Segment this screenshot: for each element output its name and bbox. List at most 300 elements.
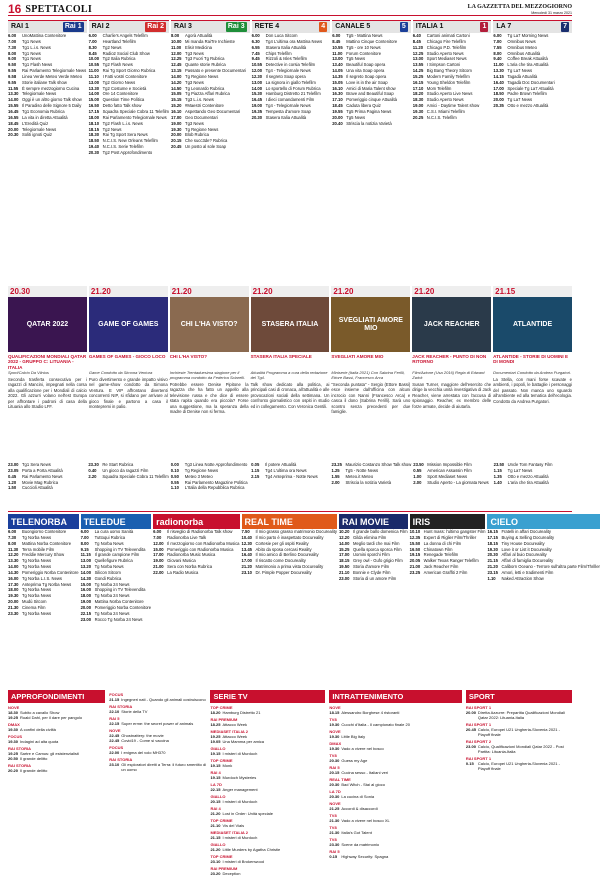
schedule-program: Mom Telefilm [426, 85, 452, 91]
schedule-time: 18.00 [88, 114, 100, 120]
schedule-time: 1.00 [413, 473, 422, 479]
schedule-time: 0.10 [170, 467, 179, 473]
bottom-channel-name: MEDIASET ITALIA 2 [210, 830, 248, 835]
channel-name: ITALIA 1 [415, 23, 444, 30]
schedule-time: 23.00 [80, 616, 92, 622]
channel-logo-icon: Rai 2 [147, 23, 165, 30]
bottom-entry-title: Lost in Order: Unità speciale [222, 811, 273, 816]
bottom-entry-title: Cucina sesso - Italiani veri [341, 770, 389, 775]
schedule-program: Tg Norba News [94, 564, 124, 570]
schedule-program: Radionorba Music Musica [167, 552, 216, 558]
schedule-time: 20.35 [493, 103, 504, 109]
bottom-channel-name: LA 7D [210, 782, 222, 787]
schedule-time: 0.40 [88, 467, 97, 473]
schedule-time: 18.15 [338, 558, 350, 564]
schedule-program: Gilda elimina Film [352, 534, 387, 540]
schedule-time: 23.50 [413, 462, 424, 467]
schedule-time: 9.58 [8, 73, 17, 79]
schedule-program: Cinema Film [22, 604, 46, 610]
prime-time-photo: CHI L'HA VISTO? [170, 297, 249, 352]
bottom-entry-title: I misteri di Murdoch [222, 799, 258, 804]
schedule-program: Rai Parlamento Telegiornale News [22, 68, 87, 74]
schedule-program: Tg Norba News [22, 534, 52, 540]
schedule-time: 7.00 [153, 534, 162, 540]
schedule-program: Naked Attraction Show [501, 575, 544, 581]
prime-time-grid [8, 286, 572, 461]
schedule-time: 14.00 [88, 91, 100, 97]
bottom-channel-name: RAI 5 [329, 849, 340, 854]
schedule-time: 15.15 [171, 97, 182, 103]
schedule-program: Uomini sporchi Film [352, 552, 390, 558]
bottom-channel-name: RAI 4 [210, 770, 221, 775]
schedule-program: Striscia la notizia Varietà [345, 479, 392, 485]
prime-time-genre: Film/Azione (Usa 2016) Regia di Edward Zwick [412, 370, 485, 380]
schedule-program: Pomeriggio Norba Contenitore [22, 569, 79, 575]
bottom-entry-time: 22.45 [109, 733, 120, 738]
bottom-entry-title: Alessandro Borghese 4 ristoranti [341, 710, 400, 715]
schedule-time: 21.10 [338, 569, 350, 575]
schedule-time: 20.00 [8, 599, 19, 605]
schedule-time: 10.55 [332, 44, 343, 50]
schedule-time: 15.55 [8, 103, 19, 109]
schedule-program: Rizzoli & Isles Telefilm [265, 56, 307, 62]
bottom-entry-title: Vado a vivere nel bosco XL [341, 818, 390, 823]
prime-time: 21.20 [412, 286, 491, 297]
schedule-row [339, 576, 408, 582]
schedule-time: 10.55 [251, 62, 263, 68]
schedule-row [251, 474, 329, 480]
bottom-entry-time: 21.10 [210, 823, 221, 828]
schedule-program: Tg3 Linea Notte Approfondimento [184, 462, 248, 467]
schedule-program: Pomeriggio con Radionorba Musica [167, 546, 234, 552]
schedule-program: Che succ3de? Rubrica [185, 138, 228, 144]
bottom-entry-title: Accordi & disaccordi [341, 806, 378, 811]
channel-column [252, 20, 331, 282]
schedule-time: 16.45 [8, 108, 19, 114]
schedule-list [153, 529, 239, 576]
schedule-time: 0.05 [251, 462, 260, 467]
schedule-program: Tg1 Economia Rubrica [22, 108, 65, 114]
schedule-program: Amici di Maria Talent show [346, 85, 396, 91]
schedule-time: 21.30 [8, 604, 19, 610]
schedule-program: Tg Norba 24 News [94, 581, 130, 587]
schedule-time: 20.05 [409, 558, 421, 564]
schedule-time: 8.45 [412, 38, 421, 44]
schedule-program: Question Time Politica [102, 97, 145, 103]
schedule-time: 11.00 [332, 50, 343, 56]
schedule-time: 16.45 [251, 97, 263, 103]
schedule-time: 12.25 [412, 50, 424, 56]
schedule-program: Tg La7 Morning News [507, 33, 549, 38]
schedule-time: 9.40 [493, 56, 502, 62]
schedule-time: 10.00 [88, 56, 100, 62]
schedule-list [8, 529, 79, 617]
prime-time-description: Talk show dedicato alla politica, ai principali casi di cronaca, all'attualità e alle provocazioni sociali della settimana. Un confronto giornalistico con ospiti in studio ed in collegamento. Con Veronica Gentili. [250, 382, 330, 409]
schedule-time: 12.20 [8, 552, 19, 558]
bottom-entry [8, 727, 105, 732]
schedule-time: 20.15 [171, 138, 182, 144]
bottom-entry [466, 761, 572, 771]
channel-bar [171, 20, 250, 33]
schedule-time: 13.40 [332, 62, 343, 68]
schedule-row [171, 144, 250, 150]
schedule-program: Heartland Telefilm [102, 38, 137, 44]
schedule-program: Tg4 Anteprima - Notte News [265, 473, 318, 479]
schedule-list [413, 462, 491, 485]
regional-channel-bar: TELENORBA [8, 514, 79, 529]
schedule-program: L'aria che tira Attualità [507, 62, 549, 68]
schedule-program: Il grande campione Film [94, 552, 140, 558]
schedule-time: 19.30 [412, 108, 424, 114]
schedule-time: 18.30 [88, 132, 100, 138]
schedule-time: 14.00 [80, 569, 92, 575]
bottom-entry [210, 763, 325, 768]
schedule-program: Rai Parlamento News [22, 473, 63, 479]
bottom-entry-title: Calcio, Qualificazioni Mondiali Qatar 2022 - Post Partita: Lituania-Italia [477, 744, 564, 754]
schedule-time: 18.15 [88, 126, 100, 132]
bottom-channel-name: REAL TIME [329, 777, 351, 782]
schedule-list [493, 33, 572, 109]
schedule-time: 14.00 [338, 540, 350, 546]
schedule-program: Love is in the air Soap [346, 79, 388, 85]
bottom-entry [8, 715, 105, 720]
schedule-time: 19.35 [251, 108, 263, 114]
schedule-program: Cuccioli Attualità [22, 485, 53, 491]
schedule-time: 16.00 [8, 575, 19, 581]
schedule-time: 8.00 [80, 540, 89, 546]
schedule-program: Il mezzogiorno con Radionorba Musica [167, 540, 240, 546]
bottom-entry-time: 20.00 [465, 710, 476, 715]
schedule-program: Quellefigure Rubrica [94, 558, 133, 564]
channel-logo-icon: Rai 1 [64, 23, 82, 30]
schedule-time: 8.00 [8, 540, 17, 546]
channel-bar [413, 20, 492, 33]
schedule-list [494, 462, 572, 485]
schedule-program: Grey owl - Gufo grigio Film [352, 558, 403, 564]
bottom-entry-time: 19.30 [329, 734, 340, 739]
schedule-program: Sport Mediaset News [427, 473, 468, 479]
schedule-time: 23.25 [331, 462, 342, 467]
schedule-program: Tg La7 News [507, 97, 533, 103]
bottom-entry [329, 746, 462, 751]
bottom-entry [466, 710, 572, 720]
channel-column [493, 20, 572, 282]
schedule-time: 7.30 [8, 534, 17, 540]
bottom-entry [109, 762, 206, 772]
bottom-entry-time: 0.15 [465, 761, 474, 766]
schedule-program: Stasera Italia Attualità [265, 114, 307, 120]
schedule-program: Rai Tg Sport Sera News [102, 132, 148, 138]
bottom-entry-title: I misteri di Brokenwood [222, 859, 265, 864]
schedule-program: Tg5 News [346, 56, 366, 62]
bottom-entry-title: Roald Dahl, per il dare per pangolo [20, 715, 83, 720]
schedule-program: Omnibus News [507, 38, 536, 44]
bottom-entry-time: 20.20 [8, 768, 19, 773]
schedule-time: 20.00 [493, 97, 504, 103]
schedule-time: 10.20 [338, 529, 350, 534]
schedule-program: Tg La7 News [507, 467, 533, 473]
bottom-entry [329, 734, 462, 739]
schedule-time: 15.05 [332, 79, 343, 85]
schedule-time: 22.15 [80, 610, 92, 616]
schedule-program: Tg2 News [102, 44, 122, 50]
schedule-program: Coffee Break Attualità [507, 56, 548, 62]
regional-column [81, 514, 152, 686]
schedule-program: Tg3 News [185, 50, 204, 56]
channel-name: RETE 4 [254, 23, 280, 30]
schedule-time: 10.40 [241, 534, 252, 540]
schedule-program: Tg Piazza Affari Rubrica [185, 91, 230, 97]
schedule-program: Tg5 - Notte News [345, 467, 379, 473]
schedule-program: Forum Contenitore [346, 50, 382, 56]
channel-bar [89, 20, 169, 33]
bottom-column [8, 690, 105, 840]
schedule-time: 6.00 [493, 33, 502, 38]
masthead-title: LA GAZZETTA DEL MEZZOGIORNO [467, 4, 572, 10]
schedule-program: Tg1 L.i.s. News [22, 44, 51, 50]
schedule-time: 14.00 [251, 85, 263, 91]
bottom-channel-name: RAI STORIA [109, 757, 133, 762]
schedule-time: 23.00 [338, 575, 350, 581]
masthead-date: Mercoledì 31 marzo 2021 [531, 11, 572, 15]
schedule-program: Tg3 L.i.s. News [185, 97, 214, 103]
schedule-program: Mi manda RaiTre Inchieste [185, 38, 235, 44]
schedule-program: Il mio amico di Berlino Docureality [255, 552, 319, 558]
bottom-entry-title: Guess my Age [341, 758, 368, 763]
bottom-entry-title: Super erme: the secret power of animals [121, 721, 194, 726]
channel-name: CANALE 5 [335, 23, 371, 30]
schedule-time: 15.00 [153, 546, 164, 552]
schedule-time: 10.00 [171, 38, 182, 44]
schedule-time: 16.40 [493, 79, 504, 85]
channel-column [332, 20, 411, 282]
bottom-channel-name: RAI STORIA [8, 763, 32, 768]
bottom-entry-title: Gli esploratori diretti a Terra: il futuro smentito di un uomo [121, 762, 207, 772]
schedule-list [251, 462, 329, 480]
schedule-time: 8.45 [332, 38, 341, 44]
schedule-program: Tg La7 News [507, 68, 533, 74]
schedule-time: 18.45 [332, 103, 343, 109]
schedule-time: 23.10 [241, 569, 252, 575]
schedule-time: 13.00 [80, 558, 92, 564]
bottom-entry [8, 768, 105, 773]
bottom-entry [210, 847, 325, 852]
schedule-time: 19.50 [338, 564, 350, 570]
schedule-program: Elisir Medicina [185, 44, 213, 50]
schedule-program: Hamburg Distretto 21 Telefilm [265, 91, 321, 97]
schedule-time: 19.30 [487, 546, 498, 552]
schedule-program: È sempre mezzogiorno Cucina [22, 85, 80, 91]
schedule-program: Blob Rubrica [185, 132, 209, 138]
schedule-time: 10.10 [409, 529, 421, 534]
bottom-entry-title: Murdoch Mysteries [222, 775, 257, 780]
schedule-time: 20.30 [88, 149, 100, 155]
schedule-time: 2.00 [331, 479, 340, 485]
schedule-time: 17.30 [8, 581, 19, 587]
schedule-time: 18.20 [412, 91, 424, 97]
schedule-row [410, 570, 486, 576]
bottom-entry-time: 19.30 [329, 722, 340, 727]
schedule-program: Re Start Rubrica [102, 462, 134, 467]
schedule-program: Linea Verde Meteo Verde Meteo [22, 73, 83, 79]
schedule-program: Otto e mezzo Attualità [507, 103, 549, 109]
schedule-list [410, 529, 486, 576]
channel-bar [332, 20, 411, 33]
bottom-entry-time: 20.50 [8, 756, 19, 761]
bottom-entry [329, 830, 462, 835]
bottom-entry-time: 20.45 [465, 727, 476, 732]
schedule-program: Tagadà Doc Documentari [507, 79, 555, 85]
schedule-program: Studio Aperto News [426, 97, 464, 103]
prime-time-genre: Documentari Condotto da Andrea Purgatori. [493, 370, 572, 375]
channel-column [89, 20, 169, 282]
schedule-time: 19.00 [251, 103, 263, 109]
late-night-column [8, 462, 86, 507]
schedule-time: 10.55 [88, 62, 100, 68]
bottom-entry-title: Little Murders by Agatha Christie [222, 847, 281, 852]
schedule-program: La Radio Musica [167, 569, 199, 575]
schedule-program: Meteo.it Meteo [345, 473, 374, 479]
schedule-program: Shopping in TV Televendita [94, 587, 146, 593]
schedule-row [89, 150, 169, 156]
schedule-row [153, 570, 239, 576]
schedule-time: 13.30 [493, 68, 504, 74]
schedule-program: Mattino Cinque Contenitore [346, 38, 398, 44]
bottom-channel-name: NOVE [329, 705, 341, 710]
bottom-entry [109, 721, 206, 726]
bottom-entry-time: 19.30 [8, 739, 19, 744]
schedule-program: Modern Family Telefilm [426, 73, 470, 79]
bottom-channel-name: FOCUS [109, 692, 124, 697]
schedule-time: 0.55 [170, 479, 179, 485]
schedule-time: 20.45 [171, 144, 182, 150]
bottom-entry-title: Ghostnattery: the movie [121, 733, 164, 738]
schedule-program: Rai Parlamento Telegiornale News [102, 114, 167, 120]
schedule-time: 19.30 [8, 593, 19, 599]
bottom-entry-time: 20.30 [329, 782, 340, 787]
schedule-program: American Graffiti 2 Film [423, 569, 468, 575]
schedule-time: 15.00 [88, 97, 100, 103]
schedule-time: 20.30 [487, 552, 498, 558]
schedule-program: Affari al buio Docureality [501, 552, 547, 558]
schedule-program: Jack Reacher Film [423, 564, 459, 570]
prime-time-genre: Miniserie (Italia 2021) Con Sabrina Ferilli, Ettore Bassi, Francesco Arca [331, 370, 405, 380]
bottom-entry [109, 738, 206, 743]
schedule-time: 0.50 [170, 473, 179, 479]
bottom-entry-time: 22.10 [109, 709, 120, 714]
schedule-list [8, 33, 87, 138]
schedule-time: 16.15 [412, 79, 424, 85]
prime-time-genre: Sport/Calcio Da Vilnius [8, 370, 49, 375]
prime-time-description: "Seconda puntata" - Sergio (Ettore Bassi) esce insieme dall'officina con alcuni incrocio con Nanni (Francesco Arca) e casca il dono (Sabrina Ferilli). Sarà uno scontro senza precedenti per due famiglie. [331, 382, 411, 415]
bottom-entry-title: Vado a vivere nel bosco [341, 746, 384, 751]
schedule-time: 9.00 [8, 56, 17, 62]
schedule-time: 14.00 [8, 97, 19, 103]
bottom-entry [466, 727, 572, 737]
prime-time-photo: QATAR 2022 [8, 297, 87, 352]
prime-time: 20.30 [8, 286, 87, 297]
schedule-program: Tg3 News [185, 120, 204, 126]
channel-logo-icon: Rai 3 [227, 23, 245, 30]
regional-column [410, 514, 486, 686]
schedule-time: 1.50 [8, 485, 17, 491]
prime-time: 21.20 [89, 286, 168, 297]
bottom-entry-title: Bad Witch - Stai al gioco [341, 782, 385, 787]
schedule-program: Tg Norba 24 News [94, 610, 130, 616]
bottom-entry-time: 19.30 [329, 746, 340, 751]
schedule-time: 17.00 [171, 114, 182, 120]
bottom-entry-time: 19.15 [210, 763, 221, 768]
schedule-time: 6.00 [8, 529, 17, 534]
schedule-time: 11.30 [8, 546, 19, 552]
schedule-time: 6.40 [412, 33, 421, 38]
schedule-list [413, 33, 492, 121]
bottom-entry-time: 18.25 [210, 722, 221, 727]
schedule-time: 12.45 [171, 62, 182, 68]
bottom-entry-title: Deception [222, 871, 241, 876]
schedule-time: 19.00 [412, 103, 424, 109]
schedule-row [413, 480, 491, 486]
late-night-column [171, 462, 249, 507]
bottom-entry-time: 21.20 [210, 847, 221, 852]
bottom-entry-time: 21.20 [210, 811, 221, 816]
prime-time-photo: SVEGLIATI AMORE MIO [331, 297, 410, 352]
schedule-time: 13.45 [241, 546, 252, 552]
schedule-program: Walker Texas Ranger Telefilm [423, 558, 479, 564]
schedule-program: Geo Documentari [185, 114, 218, 120]
bottom-entry-time: 22.45 [109, 738, 120, 743]
schedule-program: Uncle Tom Fantasy Film [507, 462, 553, 467]
bottom-channel-name: RAI SPORT 1 [465, 705, 492, 710]
schedule-program: Tg Regione News [185, 73, 219, 79]
section-title: SPETTACOLI [25, 4, 93, 15]
schedule-time: 14.20 [171, 79, 182, 85]
schedule-program: Maurizio Costanzo Show Talk show [345, 462, 412, 467]
schedule-program: Chicago P.D. Telefilm [426, 44, 467, 50]
schedule-program: L'Italia della Repubblica Rubrica [184, 485, 245, 491]
schedule-time: 13.30 [8, 91, 19, 97]
schedule-time: 19.00 [80, 599, 92, 605]
bottom-entry [329, 818, 462, 823]
schedule-program: Young Sheldon Telefilm [426, 79, 471, 85]
bottom-entry-time: 22.15 [109, 721, 120, 726]
schedule-time: 7.55 [493, 44, 502, 50]
bottom-entry [8, 756, 105, 761]
schedule-program: Renegade Telefilm [423, 552, 459, 558]
bottom-entry-title: Monk [222, 763, 233, 768]
bottom-entry [329, 710, 462, 715]
schedule-program: Tg2 Flash News [102, 62, 133, 68]
schedule-time: 11.00 [171, 44, 182, 50]
prime-time-column [8, 286, 87, 461]
schedule-program: Tg Regione News [184, 467, 219, 473]
bottom-entry-time: 21.25 [329, 806, 340, 811]
schedule-program: L'Eredità Quiz [22, 120, 49, 126]
schedule-program: Storie italiane Talk show [22, 79, 67, 85]
schedule-program: Tg Norba News [94, 540, 124, 546]
schedule-program: Pomeriggio Norba Contenitore [94, 604, 152, 610]
schedule-program: Amici - Daytime Talent show [426, 103, 480, 109]
bottom-channel-name: TOP CRIME [210, 758, 233, 763]
schedule-time: 9.55 [8, 68, 17, 74]
schedule-program: Buongiorno Contenitore [22, 529, 67, 534]
bottom-entry-time: 23.20 [210, 871, 221, 876]
schedule-program: Tg4 - Telegiornale News [265, 68, 311, 74]
bottom-entry [329, 722, 462, 727]
prime-time-description: Puro divertimento e grande impatto visivo nel game-show condotto da Simona Ventura. E VIP affrontano divertenti concorrenti NIP, si sfidano per arrivare al gioco finale e partono a casa il montepremi in palio. [88, 377, 168, 410]
channel-name: LA 7 [496, 23, 512, 30]
schedule-program: Tg4 L'ultima ora News [265, 467, 307, 473]
